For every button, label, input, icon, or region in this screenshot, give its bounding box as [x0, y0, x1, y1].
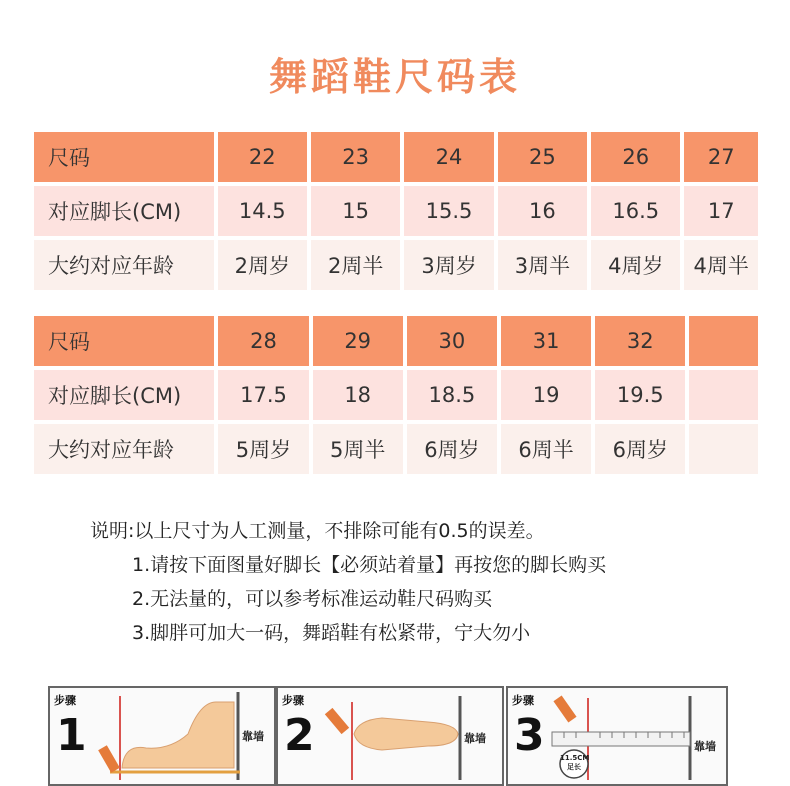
ruler-sub-label: 足长: [567, 763, 581, 771]
size-cell: 22: [218, 132, 307, 182]
foot-label: 对应脚长(CM): [34, 370, 214, 420]
table-row: [34, 424, 758, 474]
table-row: [34, 132, 758, 182]
age-cell: 4周半: [684, 240, 758, 290]
age-cell: 6周岁: [407, 424, 497, 474]
wall-label: 靠墙: [242, 730, 264, 743]
age-cell: 3周岁: [404, 240, 493, 290]
page-title: 舞蹈鞋尺码表: [268, 55, 521, 99]
age-cell: 2周岁: [218, 240, 307, 290]
foot-label: 对应脚长(CM): [34, 186, 214, 236]
step-number: 1: [56, 710, 87, 761]
step-tag: 步骤: [282, 694, 304, 707]
step-3-panel: [506, 686, 728, 786]
age-cell: 2周半: [311, 240, 400, 290]
age-label: 大约对应年龄: [34, 424, 214, 474]
age-cell: 5周半: [313, 424, 403, 474]
step-1-panel: [48, 686, 276, 786]
size-label: 尺码: [34, 316, 214, 366]
table-row: [34, 240, 758, 290]
table-row: [34, 370, 758, 420]
foot-cell: [689, 370, 758, 420]
size-cell: [689, 316, 758, 366]
note-item: 3.脚胖可加大一码，舞蹈鞋有松紧带，宁大勿小: [132, 622, 531, 644]
size-cell: 32: [595, 316, 685, 366]
foot-cell: 15: [311, 186, 400, 236]
step-number: 2: [284, 710, 315, 761]
size-cell: 28: [218, 316, 308, 366]
ruler-value-label: 11.5CM: [560, 754, 590, 762]
age-cell: 6周半: [501, 424, 591, 474]
age-cell: 5周岁: [218, 424, 308, 474]
foot-cell: 16.5: [591, 186, 680, 236]
foot-cell: 14.5: [218, 186, 307, 236]
ruler-callout: [560, 754, 588, 772]
foot-cell: 17.5: [218, 370, 308, 420]
foot-cell: 18.5: [407, 370, 497, 420]
foot-cell: 18: [313, 370, 403, 420]
age-label: 大约对应年龄: [34, 240, 214, 290]
age-cell: 3周半: [498, 240, 587, 290]
size-cell: 24: [404, 132, 493, 182]
wall-label: 靠墙: [694, 740, 716, 753]
step-tag: 步骤: [512, 694, 534, 707]
size-cell: 31: [501, 316, 591, 366]
size-cell: 26: [591, 132, 680, 182]
size-cell: 25: [498, 132, 587, 182]
notes: [90, 514, 606, 650]
foot-cell: 17: [684, 186, 758, 236]
step-number: 3: [514, 710, 545, 761]
size-cell: 23: [311, 132, 400, 182]
step-2-panel: [276, 686, 504, 786]
age-cell: 6周岁: [595, 424, 685, 474]
step-tag: 步骤: [54, 694, 76, 707]
size-cell: 30: [407, 316, 497, 366]
foot-cell: 19.5: [595, 370, 685, 420]
size-table-1: [30, 128, 762, 294]
foot-cell: 16: [498, 186, 587, 236]
note-item: 2.无法量的，可以参考标准运动鞋尺码购买: [132, 588, 493, 610]
wall-label: 靠墙: [464, 732, 486, 745]
size-label: 尺码: [34, 132, 214, 182]
foot-cell: 19: [501, 370, 591, 420]
age-cell: 4周岁: [591, 240, 680, 290]
size-cell: 27: [684, 132, 758, 182]
foot-cell: 15.5: [404, 186, 493, 236]
note-item: 1.请按下面图量好脚长【必须站着量】再按您的脚长购买: [132, 554, 607, 576]
size-table-2: [30, 312, 762, 478]
notes-intro: 说明:以上尺寸为人工测量，不排除可能有0.5的误差。: [90, 520, 545, 542]
table-row: [34, 316, 758, 366]
size-cell: 29: [313, 316, 403, 366]
table-row: [34, 186, 758, 236]
age-cell: [689, 424, 758, 474]
